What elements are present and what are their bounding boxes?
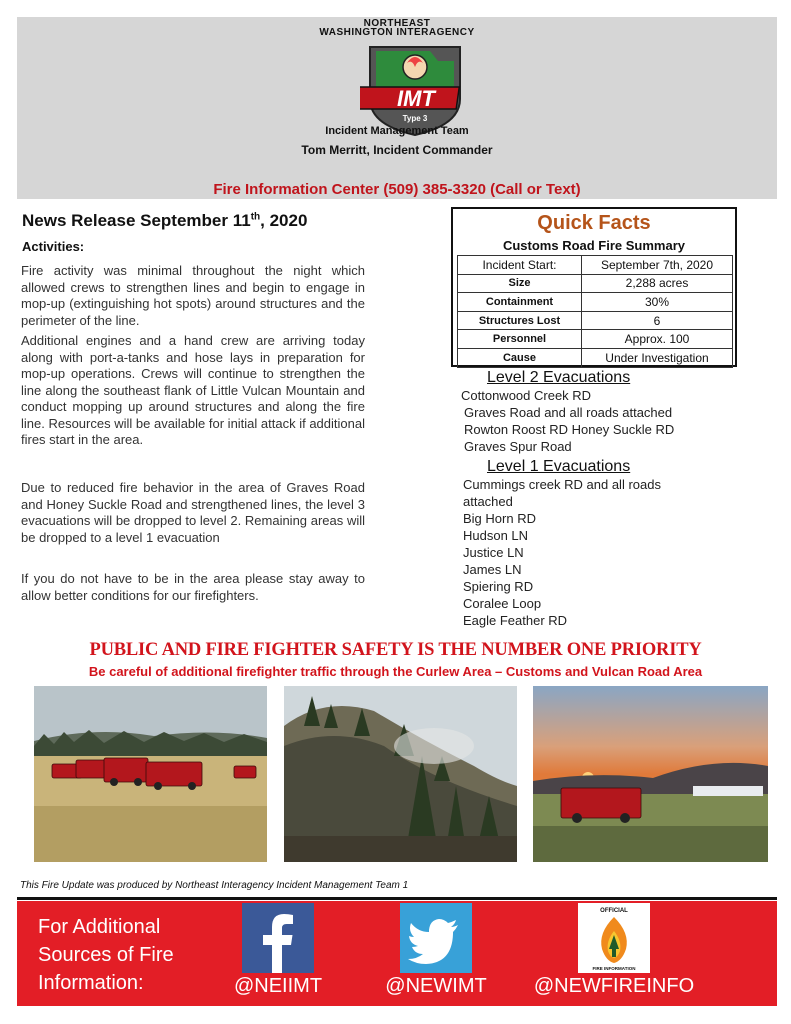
quick-facts-subtitle: Customs Road Fire Summary — [502, 238, 686, 253]
table-row — [458, 330, 733, 349]
activities-heading: Activities: — [22, 239, 85, 254]
level2-evacuations-list — [461, 387, 674, 455]
quick-facts-box — [451, 207, 737, 367]
org-name-line1: NORTHEAST — [363, 18, 431, 29]
badge-bottom-text: FIRE INFORMATION — [592, 966, 636, 971]
fact-value: 30% — [582, 293, 733, 312]
header-banner — [17, 17, 777, 199]
news-title-prefix: News Release September 11 — [22, 211, 251, 230]
fact-label: Incident Start: — [458, 256, 582, 275]
fact-label: Structures Lost — [458, 311, 582, 330]
list-item: Graves Spur Road — [464, 439, 572, 454]
level1-evacuations-heading: Level 1 Evacuations — [487, 458, 631, 475]
safety-headline: PUBLIC AND FIRE FIGHTER SAFETY IS THE NUMBER ONE PRIORITY — [89, 640, 702, 660]
list-item: James LN — [463, 562, 522, 577]
table-row — [458, 274, 733, 293]
twitter-handle[interactable]: @NEWIMT — [385, 975, 487, 997]
list-item: Eagle Feather RD — [463, 613, 568, 628]
fact-value: 2,288 acres — [582, 274, 733, 293]
quick-facts-table — [457, 255, 733, 368]
fact-label: Size — [458, 274, 582, 293]
news-paragraph: Additional engines and a hand crew are arriving today along with port-a-tanks and hose lays in preparation for mop-up operations. Crews will continue to strengthen the line along the southeast flank of Little Vulcan Mountain and conduct mopping up around structures and along the fire line. Resources will be available for initial attack if additional fires start in the area. — [21, 333, 365, 447]
photo-sunset-engine — [533, 686, 768, 862]
level1-evacuations-list — [463, 476, 703, 629]
photo-fire-engines — [34, 686, 267, 862]
photo-smoky-hillside — [284, 686, 517, 862]
imt-logo — [360, 39, 470, 137]
fire-info-center-phone: Fire Information Center (509) 385-3320 (Call or Text) — [213, 181, 581, 198]
quick-facts-title: Quick Facts — [537, 212, 651, 234]
fact-label: Containment — [458, 293, 582, 312]
list-item: Rowton Roost RD Honey Suckle RD — [464, 422, 675, 437]
table-row — [458, 311, 733, 330]
footer-text: For Additional Sources of Fire Information: — [38, 916, 174, 994]
badge-top-text: OFFICIAL — [600, 908, 628, 914]
fact-value: 6 — [582, 311, 733, 330]
twitter-icon[interactable] — [400, 903, 472, 973]
table-row — [458, 256, 733, 275]
list-item: Justice LN — [463, 545, 524, 560]
list-item: Graves Road and all roads attached — [464, 405, 673, 420]
news-paragraph: Fire activity was minimal throughout the night which allowed crews to strengthen lines and begin to engage in mop-up (extinguishing hot spots) around structures and the perimeter of the line. — [21, 263, 365, 328]
level2-evacuations-heading: Level 2 Evacuations — [487, 369, 631, 386]
incident-commander: Tom Merritt, Incident Commander — [301, 143, 493, 157]
news-title-suffix: , 2020 — [260, 211, 308, 230]
official-fire-information-icon[interactable] — [578, 903, 650, 973]
news-title-sup: th — [250, 211, 261, 223]
list-item: Cummings creek RD and all roads attached — [463, 477, 661, 509]
fact-value: Under Investigation — [582, 348, 733, 367]
list-item: Spiering RD — [463, 579, 534, 594]
table-row — [458, 348, 733, 367]
fact-label: Personnel — [458, 330, 582, 349]
news-paragraph: If you do not have to be in the area please stay away to allow better conditions for our firefighters. — [21, 571, 365, 603]
list-item: Big Horn RD — [463, 511, 536, 526]
list-item: Coralee Loop — [463, 596, 542, 611]
credit-line: This Fire Update was produced by Northeast Interagency Incident Management Team 1 — [20, 880, 409, 891]
footer-banner — [17, 901, 777, 1006]
fact-label: Cause — [458, 348, 582, 367]
table-row — [458, 293, 733, 312]
imt-logo-type: Type 3 — [402, 114, 428, 123]
fact-value: September 7th, 2020 — [582, 256, 733, 275]
safety-subline: Be careful of additional firefighter traffic through the Curlew Area – Customs and Vulcan Road Area — [88, 664, 703, 679]
team-name: Incident Management Team — [325, 125, 469, 137]
fire-info-handle[interactable]: @NEWFIREINFO — [533, 975, 695, 997]
org-name-line2: WASHINGTON INTERAGENCY — [319, 27, 475, 38]
facebook-icon[interactable] — [242, 903, 314, 973]
imt-logo-text: IMT — [397, 86, 435, 111]
list-item: Cottonwood Creek RD — [461, 388, 592, 403]
facebook-handle[interactable]: @NEIIMT — [233, 975, 323, 997]
list-item: Hudson LN — [463, 528, 529, 543]
fact-value: Approx. 100 — [582, 330, 733, 349]
news-release-title — [22, 211, 307, 231]
news-paragraph: Due to reduced fire behavior in the area of Graves Road and Honey Suckle Road and strengthened lines, the level 3 evacuations will be dropped to level 2. Remaining areas will be dropped to a level 1 evacuation — [21, 480, 365, 545]
divider — [17, 897, 777, 900]
